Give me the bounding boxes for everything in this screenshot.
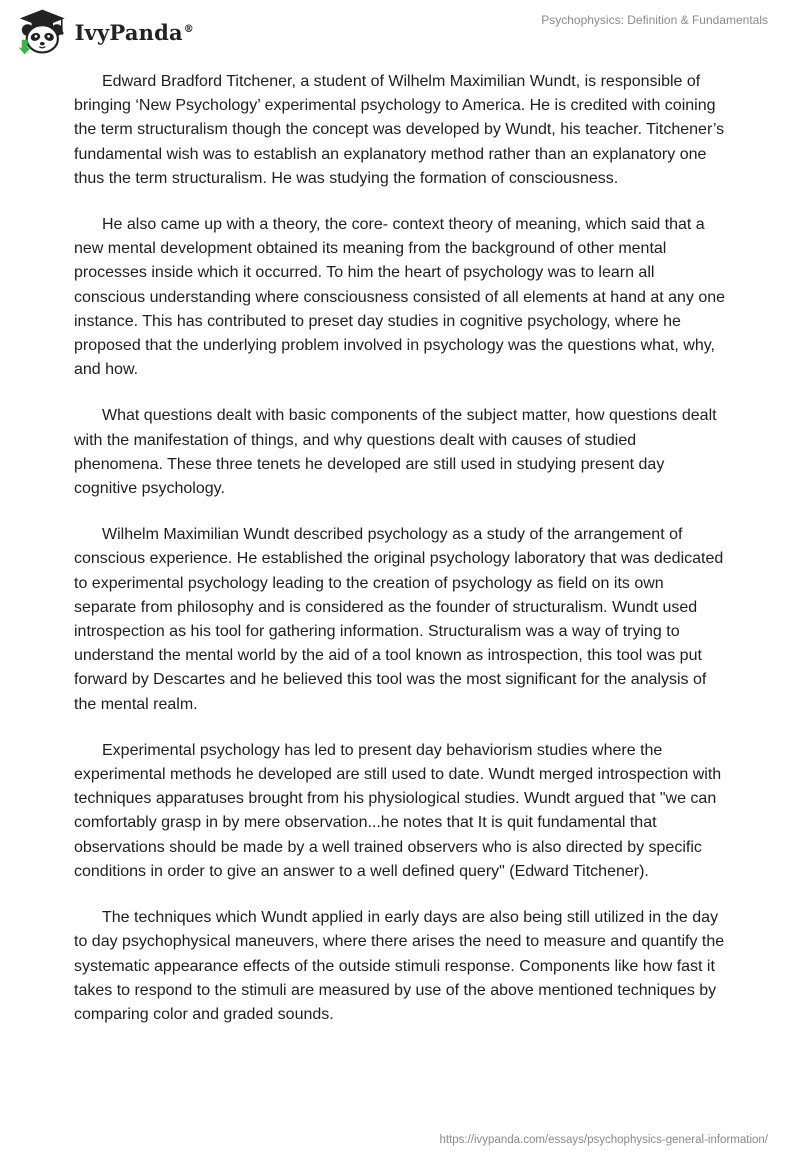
paragraph: What questions dealt with basic components of the subject matter, how questions dealt with the manifestation of things, and why questions dealt with causes of studied phenomena. These three tenets he developed are still used in studying present day cognitive psychology. [74, 407, 717, 498]
paragraph: Experimental psychology has led to present day behaviorism studies where the experimental methods he developed are still used to date. Wundt merged introspection with techniques apparatuses brought from his physiological studies. Wundt argued that "we can comfortably grasp in by mere observation...he notes that It is quit fundamental that observations should be made by a well trained observers who is also directed by specific conditions in order to give an answer to a well defined query" (Edward Titchener). [74, 741, 722, 880]
paragraph: The techniques which Wundt applied in early days are also being still utilized in the day to day psychophysical maneuvers, where there arises the need to measure and quantify the systematic appearance effects of the outside stimuli response. Components like how fast it takes to respond to the stimuli are measured by use of the above mentioned techniques by comparing color and graded sounds. [74, 909, 725, 1023]
essay-body [74, 70, 726, 1049]
registered-mark: ® [183, 23, 194, 35]
paragraph: Edward Bradford Titchener, a student of Wilhelm Maximilian Wundt, is responsible of bringing ‘New Psychology’ experimental psychology to America. He is credited with coining the term structuralism though the concept was developed by Wundt, his teacher. Titchener’s fundamental wish was to establish an explanatory method rather than an explanatory one thus the term structuralism. He was studying the formation of consciousness. [74, 73, 725, 187]
brand-name: IvyPanda® [74, 19, 194, 45]
brand-logo[interactable] [14, 6, 194, 58]
paragraph: Wilhelm Maximilian Wundt described psychology as a study of the arrangement of conscious experience. He established the original psychology laboratory that was dedicated to experimental psychology leading to the creation of psychology as field on its own separate from philosophy and is considered as the founder of structuralism. Wundt used introspection as his tool for gathering information. Structuralism was a way of trying to understand the mental world by the aid of a tool known as introspection, this tool was put forward by Descartes and he believed this tool was the most significant for the analysis of the mental realm. [74, 526, 724, 713]
page-header [0, 0, 800, 64]
source-url-link[interactable]: https://ivypanda.com/essays/psychophysics-general-information/ [439, 1134, 768, 1146]
document-title: Psychophysics: Definition & Fundamentals [541, 13, 768, 27]
paragraph: He also came up with a theory, the core- context theory of meaning, which said that a new mental development obtained its meaning from the background of other mental processes inside which it occurred. To him the heart of psychology was to learn all conscious understanding where consciousness consisted of all elements at hand at any one instance. This has contributed to preset day studies in cognitive psychology, where he proposed that the underlying problem involved in psychology was the questions what, why, and how. [74, 216, 726, 379]
panda-graduation-cap-icon [14, 6, 71, 58]
